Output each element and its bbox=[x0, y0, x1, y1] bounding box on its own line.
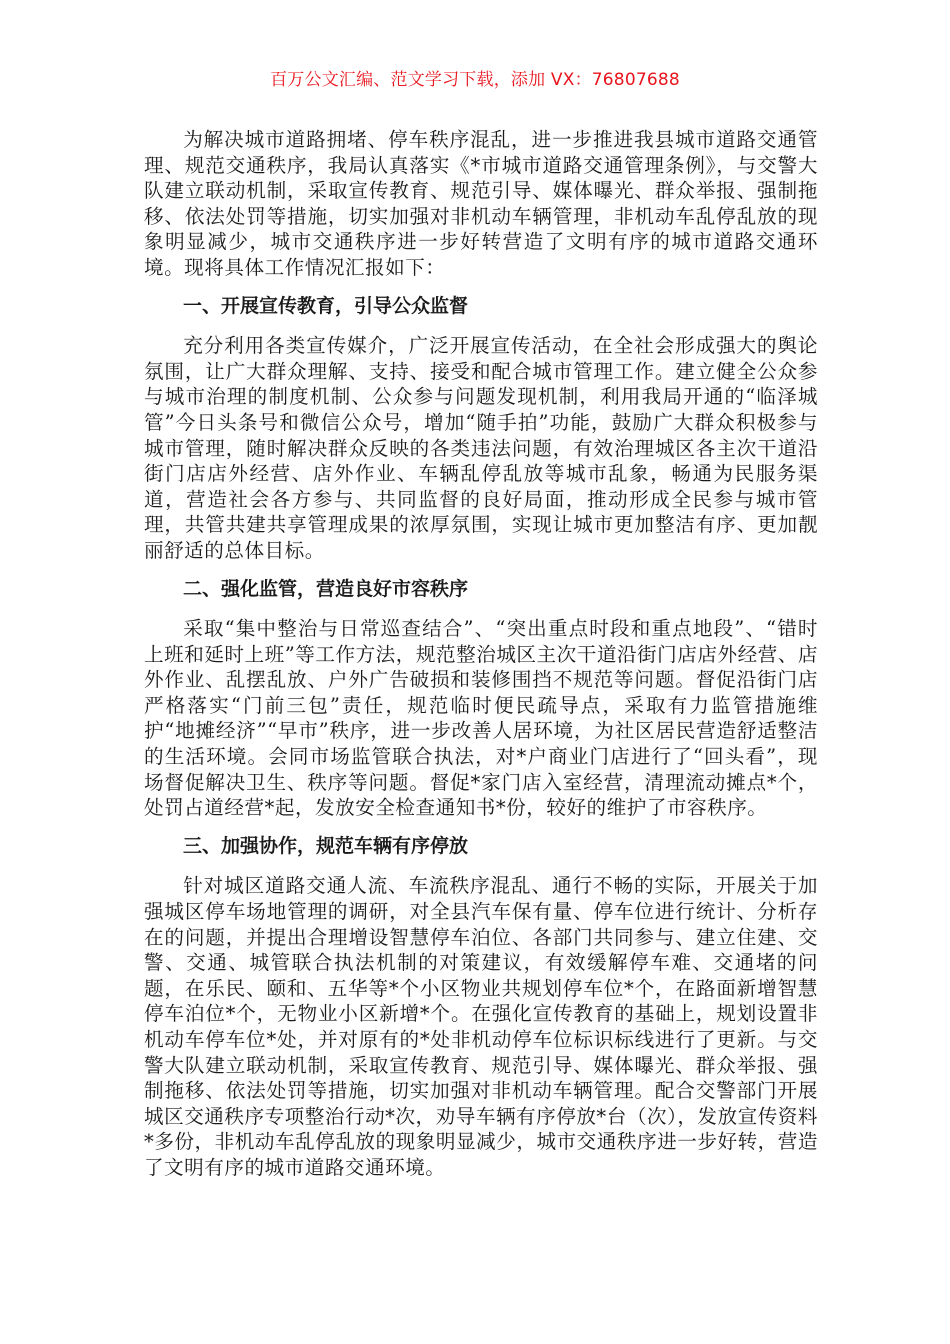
section-heading-3: 三、加强协作，规范车辆有序停放 bbox=[183, 834, 469, 857]
document-body bbox=[144, 127, 818, 1181]
section-heading-1: 一、开展宣传教育，引导公众监督 bbox=[183, 294, 469, 317]
intro-paragraph: 为解决城市道路拥堵、停车秩序混乱，进一步推进我县城市道路交通管理、规范交通秩序，我局认真落实《*市城市道路交通管理条例》，与交警大队建立联动机制，采取宣传教育、规范引导、媒体曝光、群众举报、强制拖移、依法处罚等措施，切实加强对非机动车辆管理，非机动车乱停乱放的现象明显减少，城市交通秩序进一步好转营造了文明有序的城市道路交通环境。现将具体工作情况汇报如下： bbox=[144, 128, 818, 279]
section-body-2: 采取“集中整治与日常巡查结合”、“突出重点时段和重点地段”、“错时上班和延时上班”等工作方法，规范整治城区主次干道沿街门店店外经营、店外作业、乱摆乱放、户外广告破损和装修围挡不规范等问题。督促沿街门店严格落实“门前三包”责任，规范临时便民疏导点，采取有力监管措施维护“地摊经济”“早市”秩序，进一步改善人居环境，为社区居民营造舒适整洁的生活环境。会同市场监管联合执法，对*户商业门店进行了“回头看”，现场督促解决卫生、秩序等问题。督促*家门店入室经营，清理流动摊点*个，处罚占道经营*起，发放安全检查通知书*份，较好的维护了市容秩序。 bbox=[144, 617, 818, 820]
watermark-banner: 百万公文汇编、范文学习下载，添加 VX：76807688 bbox=[270, 70, 680, 90]
section-heading-2: 二、强化监管，营造良好市容秩序 bbox=[183, 577, 469, 600]
section-body-3: 针对城区道路交通人流、车流秩序混乱、通行不畅的实际，开展关于加强城区停车场地管理的调研，对全县汽车保有量、停车位进行统计、分析存在的问题，并提出合理增设智慧停车泊位、各部门共同参与、建立住建、交警、交通、城管联合执法机制的对策建议，有效缓解停车难、交通堵的问题，在乐民、颐和、五华等*个小区物业共规划停车位*个，在路面新增智慧停车泊位*个，无物业小区新增*个。在强化宣传教育的基础上，规划设置非机动车停车位*处，并对原有的*处非机动停车位标识标线进行了更新。与交警大队建立联动机制，采取宣传教育、规范引导、媒体曝光、群众举报、强制拖移、依法处罚等措施，切实加强对非机动车辆管理。配合交警部门开展城区交通秩序专项整治行动*次，劝导车辆有序停放*台（次），发放宣传资料*多份，非机动车乱停乱放的现象明显减少，城市交通秩序进一步好转，营造了文明有序的城市道路交通环境。 bbox=[144, 874, 818, 1179]
section-body-1: 充分利用各类宣传媒介，广泛开展宣传活动，在全社会形成强大的舆论氛围，让广大群众理解、支持、接受和配合城市管理工作。建立健全公众参与城市治理的制度机制、公众参与问题发现机制，利用我局开通的“临泽城管”今日头条号和微信公众号，增加“随手拍”功能，鼓励广大群众积极参与城市管理，随时解决群众反映的各类违法问题，有效治理城区各主次干道沿街门店店外经营、店外作业、车辆乱停乱放等城市乱象，畅通为民服务渠道，营造社会各方参与、共同监督的良好局面，推动形成全民参与城市管理，共管共建共享管理成果的浓厚氛围，实现让城市更加整洁有序、更加靓丽舒适的总体目标。 bbox=[144, 334, 818, 562]
